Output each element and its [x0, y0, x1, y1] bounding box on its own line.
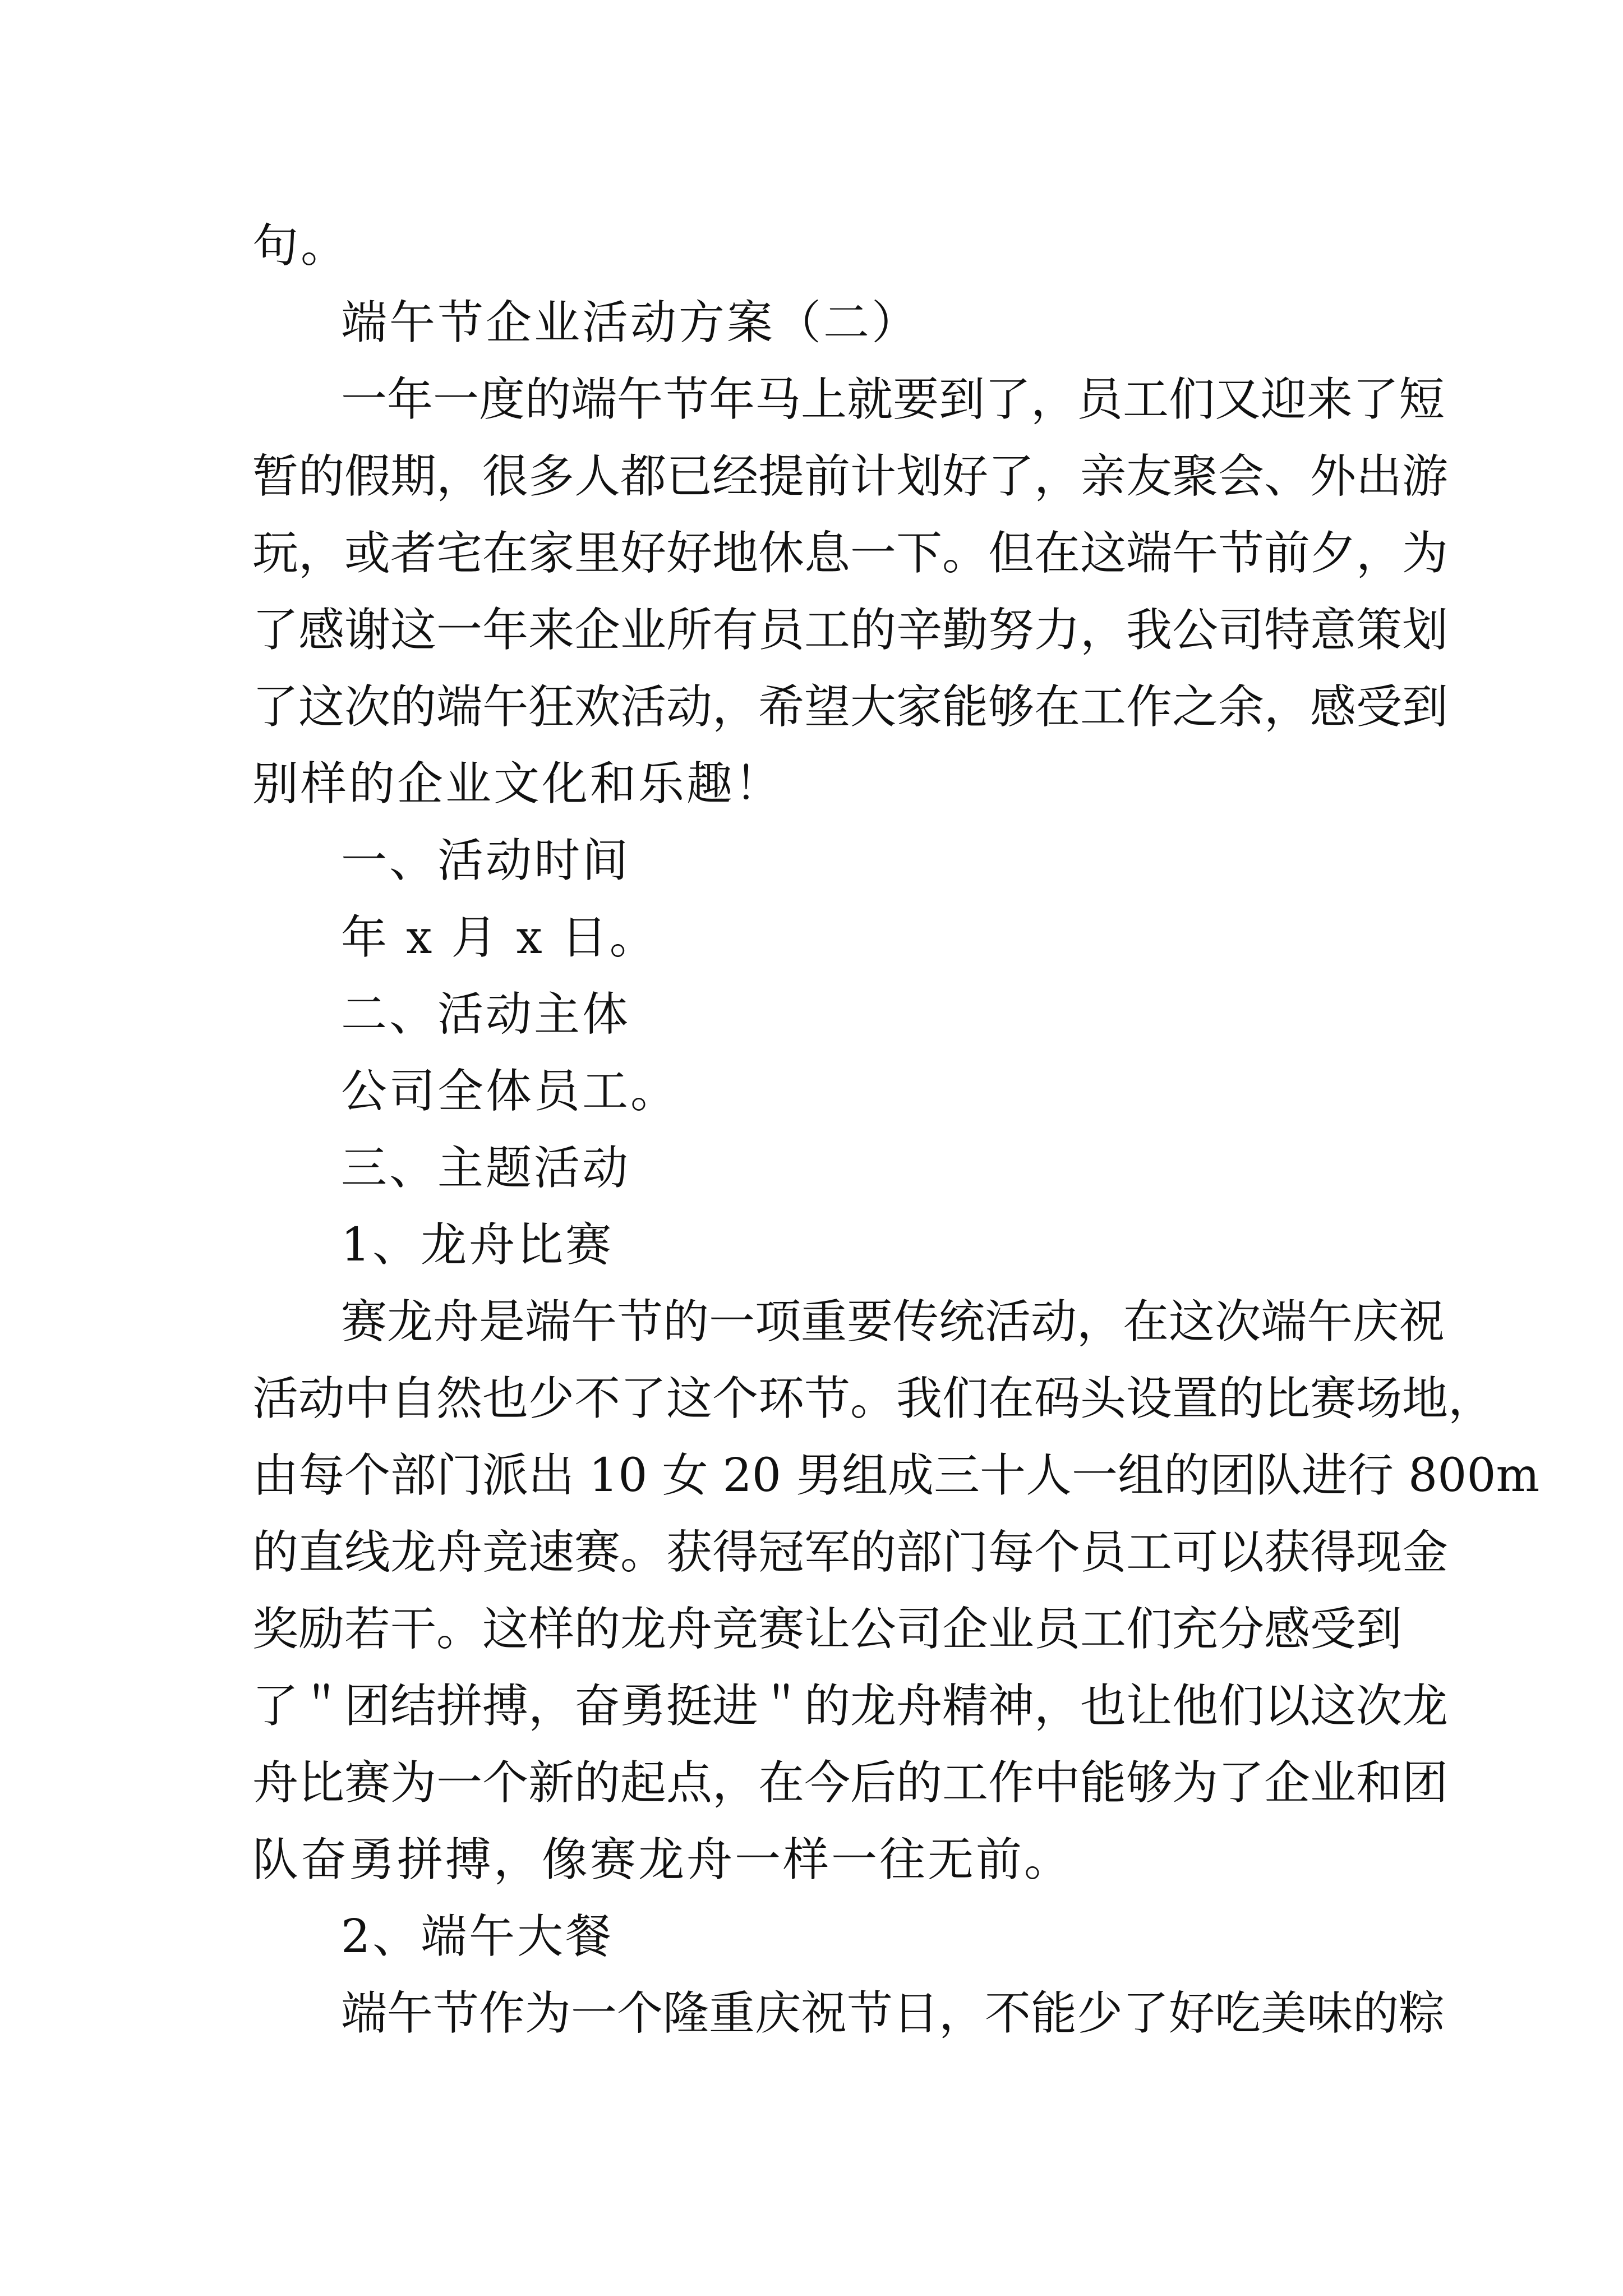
subheading-dinner: 2、端午大餐: [341, 1910, 614, 1963]
heading-activity-time: 一、活动时间: [341, 834, 631, 887]
activity-subject: 公司全体员工。: [341, 1065, 679, 1118]
section-title: 端午节企业活动方案（二）: [341, 296, 920, 349]
paragraph-line: 了这次的端午狂欢活动，希望大家能够在工作之余，感受到: [252, 680, 1449, 734]
activity-date: 年 x 月 x 日。: [341, 911, 658, 964]
subheading-dragon-boat: 1、龙舟比赛: [341, 1218, 614, 1272]
heading-theme-activities: 三、主题活动: [341, 1142, 631, 1195]
paragraph-line-continuation: 句。: [252, 219, 349, 273]
paragraph-line: 玩，或者宅在家里好好地休息一下。但在这端午节前夕，为: [252, 527, 1449, 580]
paragraph-line: 由每个部门派出 10 女 20 男组成三十人一组的团队进行 800m: [252, 1449, 1540, 1502]
heading-activity-subject: 二、活动主体: [341, 988, 631, 1041]
paragraph-line: 奖励若干。这样的龙舟竞赛让公司企业员工们充分感受到: [252, 1603, 1403, 1656]
paragraph-line: 一年一度的端午节年马上就要到了，员工们又迎来了短: [341, 373, 1445, 426]
paragraph-line: 赛龙舟是端午节的一项重要传统活动，在这次端午庆祝: [341, 1295, 1445, 1349]
paragraph-line: 暂的假期，很多人都已经提前计划好了，亲友聚会、外出游: [252, 450, 1449, 503]
paragraph-line: 了＂团结拼搏，奋勇挺进＂的龙舟精神，也让他们以这次龙: [252, 1680, 1449, 1733]
paragraph-line: 了感谢这一年来企业所有员工的辛勤努力，我公司特意策划: [252, 604, 1449, 657]
paragraph-line: 端午节作为一个隆重庆祝节日，不能少了好吃美味的粽: [341, 1987, 1445, 2040]
paragraph-line: 舟比赛为一个新的起点，在今后的工作中能够为了企业和团: [252, 1756, 1449, 1810]
paragraph-line: 活动中自然也少不了这个环节。我们在码头设置的比赛场地，: [252, 1372, 1495, 1425]
paragraph-line: 的直线龙舟竞速赛。获得冠军的部门每个员工可以获得现金: [252, 1526, 1449, 1579]
paragraph-line: 队奋勇拼搏，像赛龙舟一样一往无前。: [252, 1833, 1073, 1887]
paragraph-line: 别样的企业文化和乐趣！: [252, 757, 783, 811]
